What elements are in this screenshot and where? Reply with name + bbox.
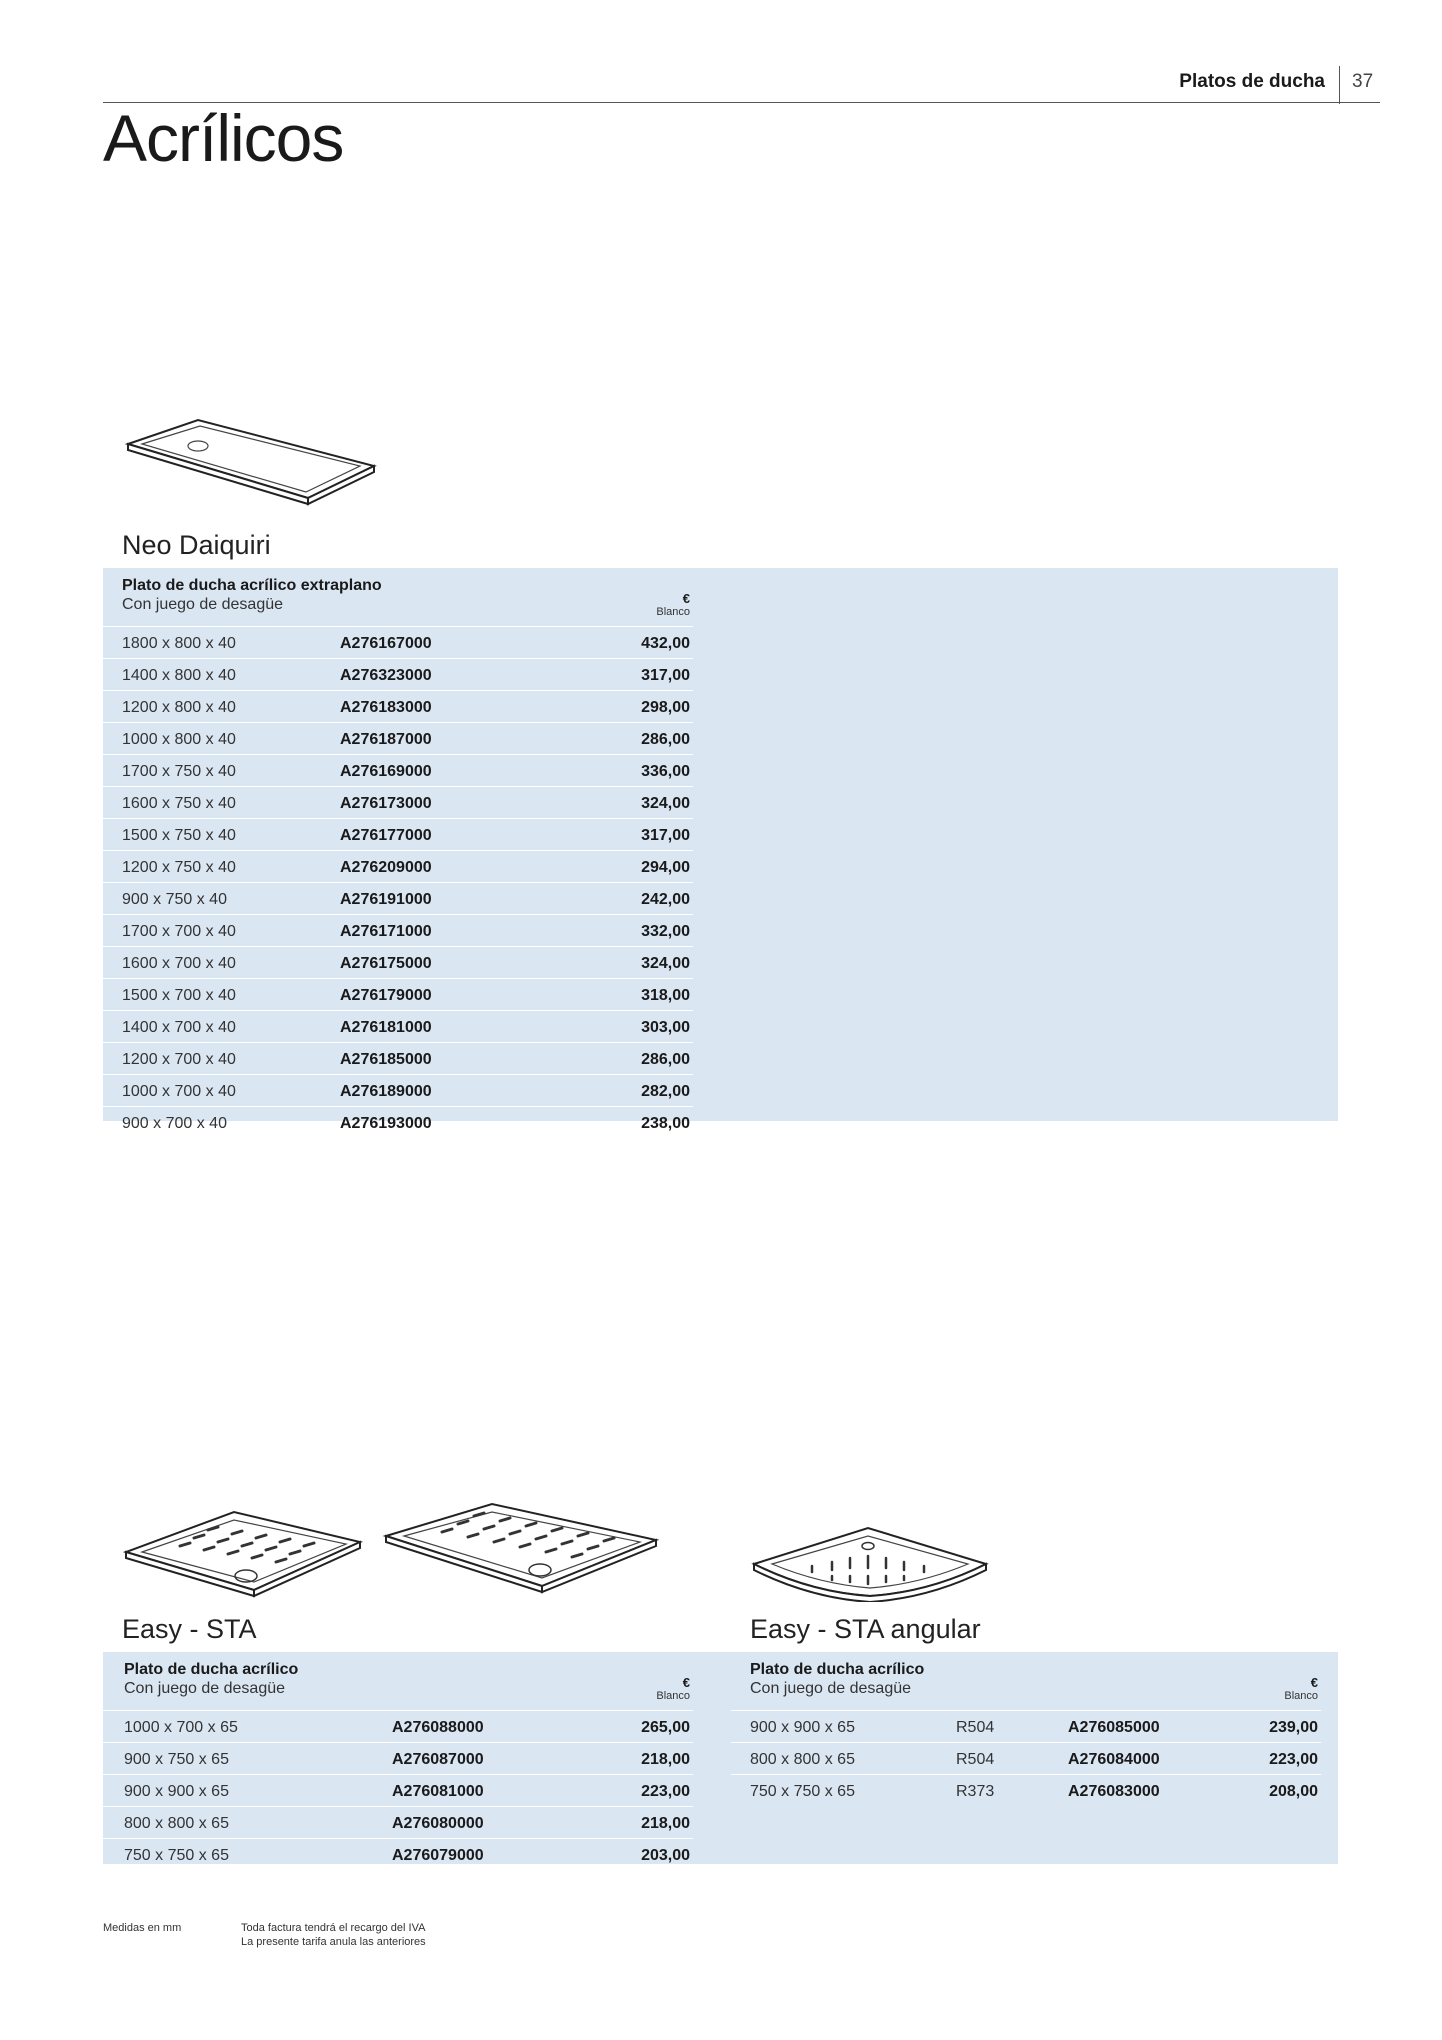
price-cell: 208,00: [1269, 1783, 1318, 1800]
table-row: [103, 1106, 693, 1138]
dimensions-cell: 800 x 800 x 65: [124, 1815, 229, 1832]
dimensions-cell: 900 x 750 x 65: [124, 1751, 229, 1768]
reference-cell: A276179000: [340, 987, 432, 1004]
dimensions-cell: 1600 x 750 x 40: [122, 795, 236, 812]
price-cell: 218,00: [641, 1751, 690, 1768]
currency-symbol: €: [682, 1675, 690, 1690]
footer-note-vat: Toda factura tendrá el recargo del IVA: [241, 1922, 426, 1934]
price-cell: 238,00: [641, 1115, 690, 1132]
neo-daiquiri-price-header: [620, 592, 690, 619]
price-cell: 223,00: [641, 1783, 690, 1800]
product-type: Plato de ducha acrílico: [750, 1661, 925, 1678]
reference-cell: A276081000: [392, 1783, 484, 1800]
reference-cell: A276079000: [392, 1847, 484, 1864]
table-row: [103, 626, 693, 658]
color-label: Blanco: [1284, 1690, 1318, 1702]
reference-cell: A276167000: [340, 635, 432, 652]
page-number: 37: [1352, 71, 1374, 92]
reference-cell: A276080000: [392, 1815, 484, 1832]
dimensions-cell: 1200 x 700 x 40: [122, 1051, 236, 1068]
price-cell: 242,00: [641, 891, 690, 908]
table-row: [103, 914, 693, 946]
price-cell: 332,00: [641, 923, 690, 940]
dimensions-cell: 750 x 750 x 65: [124, 1847, 229, 1864]
price-cell: 218,00: [641, 1815, 690, 1832]
price-cell: 318,00: [641, 987, 690, 1004]
price-cell: 286,00: [641, 731, 690, 748]
color-label: Blanco: [656, 1690, 690, 1702]
dimensions-cell: 1200 x 800 x 40: [122, 699, 236, 716]
table-row: [103, 690, 693, 722]
reference-cell: A276193000: [340, 1115, 432, 1132]
easy-sta-tray-image-1: [122, 1508, 366, 1602]
reference-cell: A276183000: [340, 699, 432, 716]
price-cell: 265,00: [641, 1719, 690, 1736]
table-row: [103, 1074, 693, 1106]
table-row: [103, 786, 693, 818]
price-cell: 324,00: [641, 795, 690, 812]
easy-sta-tray-image-2: [382, 1500, 662, 1600]
easy-sta-angular-description: [750, 1660, 924, 1698]
price-cell: 317,00: [641, 667, 690, 684]
color-label: Blanco: [656, 606, 690, 618]
easy-sta-angular-rows: [731, 1710, 1321, 1806]
product-includes: Con juego de desagüe: [124, 1680, 286, 1697]
table-row: [103, 1838, 693, 1870]
table-row: [103, 1774, 693, 1806]
price-cell: 432,00: [641, 635, 690, 652]
reference-cell: A276187000: [340, 731, 432, 748]
radius-cell: R504: [956, 1751, 995, 1768]
neo-daiquiri-rows: [103, 626, 693, 1138]
radius-cell: R373: [956, 1783, 995, 1800]
reference-cell: A276185000: [340, 1051, 432, 1068]
radius-cell: R504: [956, 1719, 995, 1736]
reference-cell: A276083000: [1068, 1783, 1160, 1800]
product-includes: Con juego de desagüe: [750, 1680, 912, 1697]
dimensions-cell: 900 x 750 x 40: [122, 891, 227, 908]
dimensions-cell: 900 x 700 x 40: [122, 1115, 227, 1132]
reference-cell: A276171000: [340, 923, 432, 940]
dimensions-cell: 1600 x 700 x 40: [122, 955, 236, 972]
table-row: [103, 1042, 693, 1074]
reference-cell: A276084000: [1068, 1751, 1160, 1768]
table-row: [103, 1010, 693, 1042]
dimensions-cell: 1400 x 800 x 40: [122, 667, 236, 684]
table-row: [103, 978, 693, 1010]
dimensions-cell: 1700 x 700 x 40: [122, 923, 236, 940]
reference-cell: A276173000: [340, 795, 432, 812]
price-cell: 336,00: [641, 763, 690, 780]
currency-symbol: €: [682, 591, 690, 606]
header-divider: [1339, 66, 1340, 104]
table-row: [103, 850, 693, 882]
reference-cell: A276175000: [340, 955, 432, 972]
table-row: [103, 1742, 693, 1774]
table-row: [103, 722, 693, 754]
table-row: [103, 754, 693, 786]
neo-daiquiri-title: Neo Daiquiri: [122, 530, 271, 560]
footer-note-supersedes: La presente tarifa anula las anteriores: [241, 1936, 426, 1948]
easy-sta-description: [124, 1660, 298, 1698]
price-cell: 303,00: [641, 1019, 690, 1036]
easy-sta-title: Easy - STA: [122, 1614, 257, 1644]
dimensions-cell: 1000 x 700 x 40: [122, 1083, 236, 1100]
price-cell: 317,00: [641, 827, 690, 844]
table-row: [103, 882, 693, 914]
reference-cell: A276209000: [340, 859, 432, 876]
dimensions-cell: 1500 x 750 x 40: [122, 827, 236, 844]
table-row: [103, 1710, 693, 1742]
reference-cell: A276323000: [340, 667, 432, 684]
table-row: [103, 946, 693, 978]
reference-cell: A276088000: [392, 1719, 484, 1736]
reference-cell: A276085000: [1068, 1719, 1160, 1736]
section-title: Platos de ducha: [1179, 71, 1325, 92]
easy-sta-rows: [103, 1710, 693, 1870]
product-includes: Con juego de desagüe: [122, 596, 284, 613]
dimensions-cell: 1000 x 700 x 65: [124, 1719, 238, 1736]
price-cell: 324,00: [641, 955, 690, 972]
footer-notes: [241, 1921, 426, 1949]
easy-sta-angular-price-header: [1248, 1676, 1318, 1703]
product-type: Plato de ducha acrílico extraplano: [122, 577, 382, 594]
dimensions-cell: 800 x 800 x 65: [750, 1751, 855, 1768]
reference-cell: A276181000: [340, 1019, 432, 1036]
price-cell: 239,00: [1269, 1719, 1318, 1736]
dimensions-cell: 900 x 900 x 65: [124, 1783, 229, 1800]
table-row: [731, 1742, 1321, 1774]
dimensions-cell: 900 x 900 x 65: [750, 1719, 855, 1736]
dimensions-cell: 1000 x 800 x 40: [122, 731, 236, 748]
reference-cell: A276189000: [340, 1083, 432, 1100]
price-cell: 223,00: [1269, 1751, 1318, 1768]
neo-daiquiri-description: [122, 576, 382, 614]
dimensions-cell: 1200 x 750 x 40: [122, 859, 236, 876]
price-cell: 282,00: [641, 1083, 690, 1100]
neo-daiquiri-tray-image: [124, 416, 384, 516]
reference-cell: A276191000: [340, 891, 432, 908]
table-row: [103, 658, 693, 690]
reference-cell: A276177000: [340, 827, 432, 844]
product-type: Plato de ducha acrílico: [124, 1661, 299, 1678]
easy-sta-angular-title: Easy - STA angular: [750, 1614, 981, 1644]
dimensions-cell: 1700 x 750 x 40: [122, 763, 236, 780]
table-row: [103, 818, 693, 850]
table-row: [103, 1806, 693, 1838]
price-cell: 294,00: [641, 859, 690, 876]
currency-symbol: €: [1310, 1675, 1318, 1690]
reference-cell: A276087000: [392, 1751, 484, 1768]
dimensions-cell: 1500 x 700 x 40: [122, 987, 236, 1004]
footer-units: Medidas en mm: [103, 1922, 182, 1934]
dimensions-cell: 750 x 750 x 65: [750, 1783, 855, 1800]
easy-sta-price-header: [620, 1676, 690, 1703]
table-row: [731, 1774, 1321, 1806]
price-cell: 286,00: [641, 1051, 690, 1068]
price-cell: 298,00: [641, 699, 690, 716]
price-cell: 203,00: [641, 1847, 690, 1864]
table-row: [731, 1710, 1321, 1742]
page-title: Acrílicos: [103, 101, 344, 175]
easy-sta-angular-tray-image: [750, 1522, 990, 1602]
dimensions-cell: 1400 x 700 x 40: [122, 1019, 236, 1036]
dimensions-cell: 1800 x 800 x 40: [122, 635, 236, 652]
reference-cell: A276169000: [340, 763, 432, 780]
